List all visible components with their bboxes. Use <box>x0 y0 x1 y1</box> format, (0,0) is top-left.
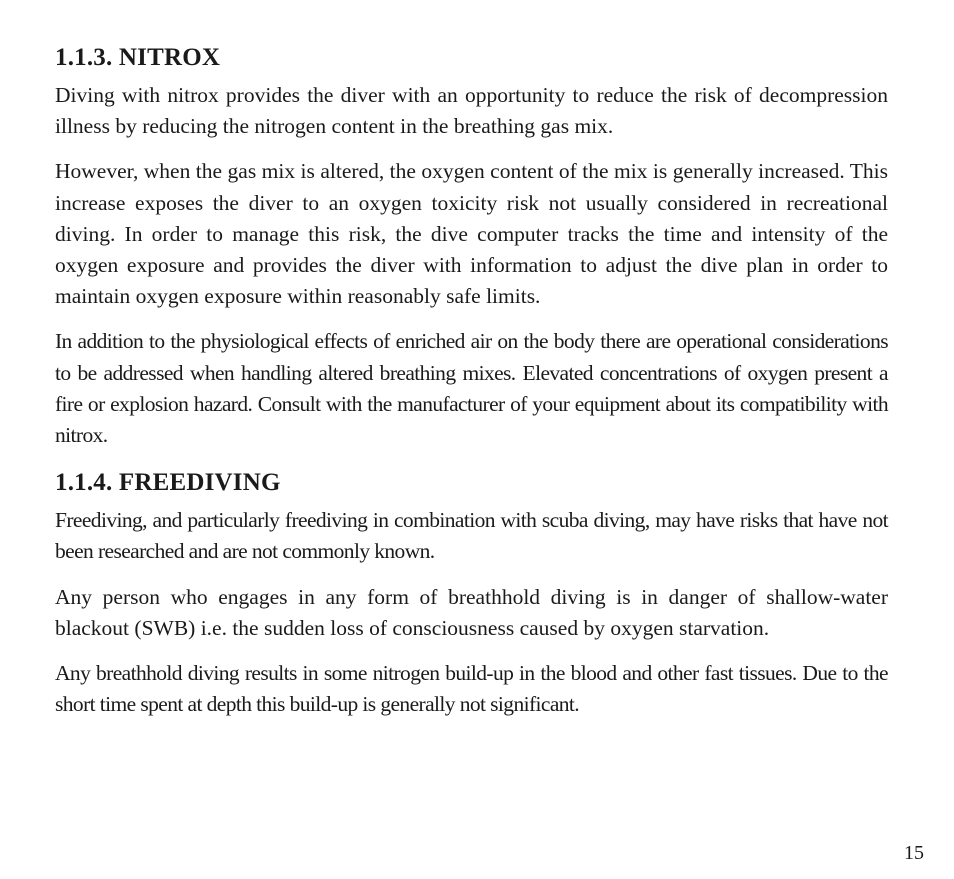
nitrox-paragraph-2: However, when the gas mix is altered, the oxygen content of the mix is generally increased. This increase exposes the diver to an oxygen toxicity risk not usually considered in recreational diving. In order to manage this risk, the dive computer tracks the time and intensity of the oxygen exposure and provides the diver with information to adjust the dive plan in order to maintain oxygen exposure within reasonably safe limits. <box>55 159 888 309</box>
nitrox-paragraph-3: In addition to the physiological effects of enriched air on the body there are operational considerations to be addressed when handling altered breathing mixes. Elevated concentrations of oxygen present a fire or explosion hazard. Consult with the manufacturer of your equipment about its compatibility with nitrox. <box>55 329 888 448</box>
section-heading-nitrox: 1.1.3. NITROX <box>55 44 221 71</box>
section-freediving <box>55 465 888 720</box>
page-number: 15 <box>904 842 924 864</box>
section-heading-freediving: 1.1.4. FREEDIVING <box>55 469 281 497</box>
nitrox-paragraph-1: Diving with nitrox provides the diver with an opportunity to reduce the risk of decompression illness by reducing the nitrogen content in the breathing gas mix. <box>55 83 888 139</box>
freediving-paragraph-2: Any person who engages in any form of breathhold diving is in danger of shallow-water blackout (SWB) i.e. the sudden loss of consciousness caused by oxygen starvation. <box>55 584 888 640</box>
section-nitrox <box>55 40 888 451</box>
document-page <box>55 40 888 734</box>
freediving-paragraph-1: Freediving, and particularly freediving in combination with scuba diving, may have risks that have not been researched and are not commonly known. <box>55 508 888 564</box>
freediving-paragraph-3: Any breathhold diving results in some nitrogen build-up in the blood and other fast tissues. Due to the short time spent at depth this build-up is generally not significant. <box>55 661 888 717</box>
